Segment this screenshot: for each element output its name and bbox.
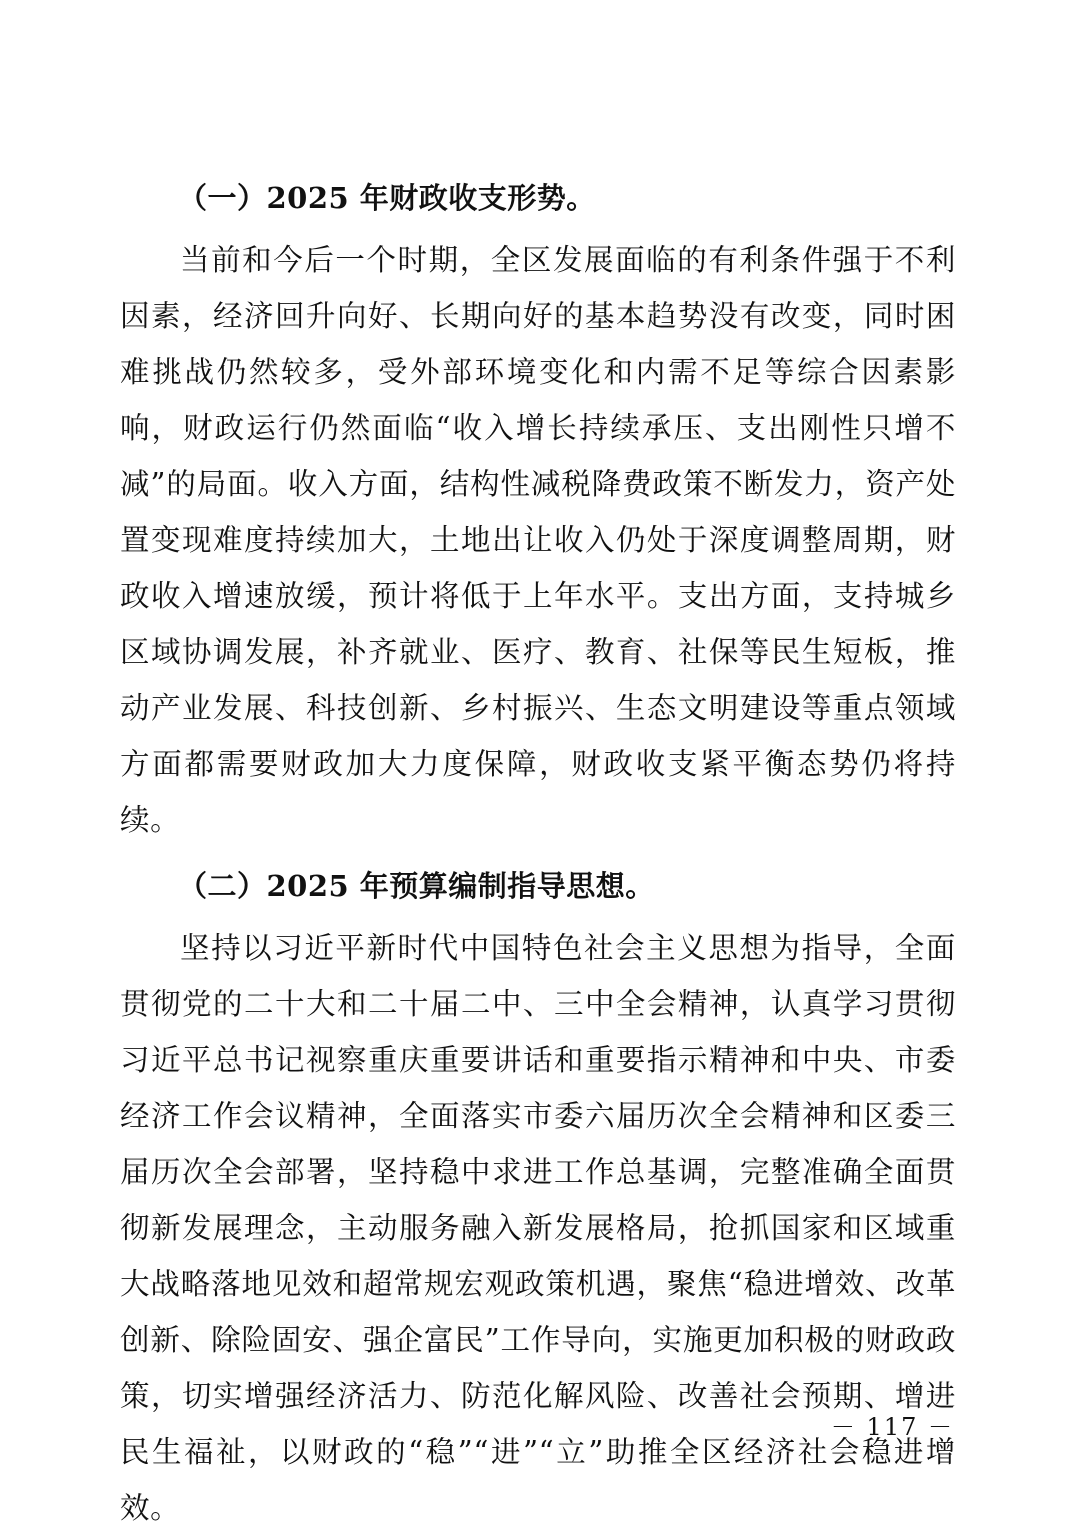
document-body — [120, 170, 956, 1536]
page-number: － 117 － — [830, 1413, 954, 1441]
section-paragraph-1: 当前和今后一个时期，全区发展面临的有利条件强于不利因素，经济回升向好、长期向好的基本趋势没有改变，同时困难挑战仍然较多，受外部环境变化和内需不足等综合因素影响，财政运行仍然面临“收入增长持续承压、支出刚性只增不减”的局面。收入方面，结构性减税降费政策不断发力，资产处置变现难度持续加大，土地出让收入仍处于深度调整周期，财政收入增速放缓，预计将低于上年水平。支出方面，支持城乡区域协调发展，补齐就业、医疗、教育、社保等民生短板，推动产业发展、科技创新、乡村振兴、生态文明建设等重点领域方面都需要财政加大力度保障，财政收支紧平衡态势仍将持续。 — [120, 243, 956, 837]
section-heading-1: （一）2025 年财政收支形势。 — [178, 181, 596, 215]
section-paragraph-2: 坚持以习近平新时代中国特色社会主义思想为指导，全面贯彻党的二十大和二十届二中、三中全会精神，认真学习贯彻习近平总书记视察重庆重要讲话和重要指示精神和中央、市委经济工作会议精神，全面落实市委六届历次全会精神和区委三届历次全会部署，坚持稳中求进工作总基调，完整准确全面贯彻新发展理念，主动服务融入新发展格局，抢抓国家和区域重大战略落地见效和超常规宏观政策机遇，聚焦“稳进增效、改革创新、除险固安、强企富民”工作导向，实施更加积极的财政政策，切实增强经济活力、防范化解风险、改善社会预期、增进民生福祉，以财政的“稳”“进”“立”助推全区经济社会稳进增效。 — [120, 931, 956, 1525]
section-heading-2: （二）2025 年预算编制指导思想。 — [178, 869, 655, 903]
